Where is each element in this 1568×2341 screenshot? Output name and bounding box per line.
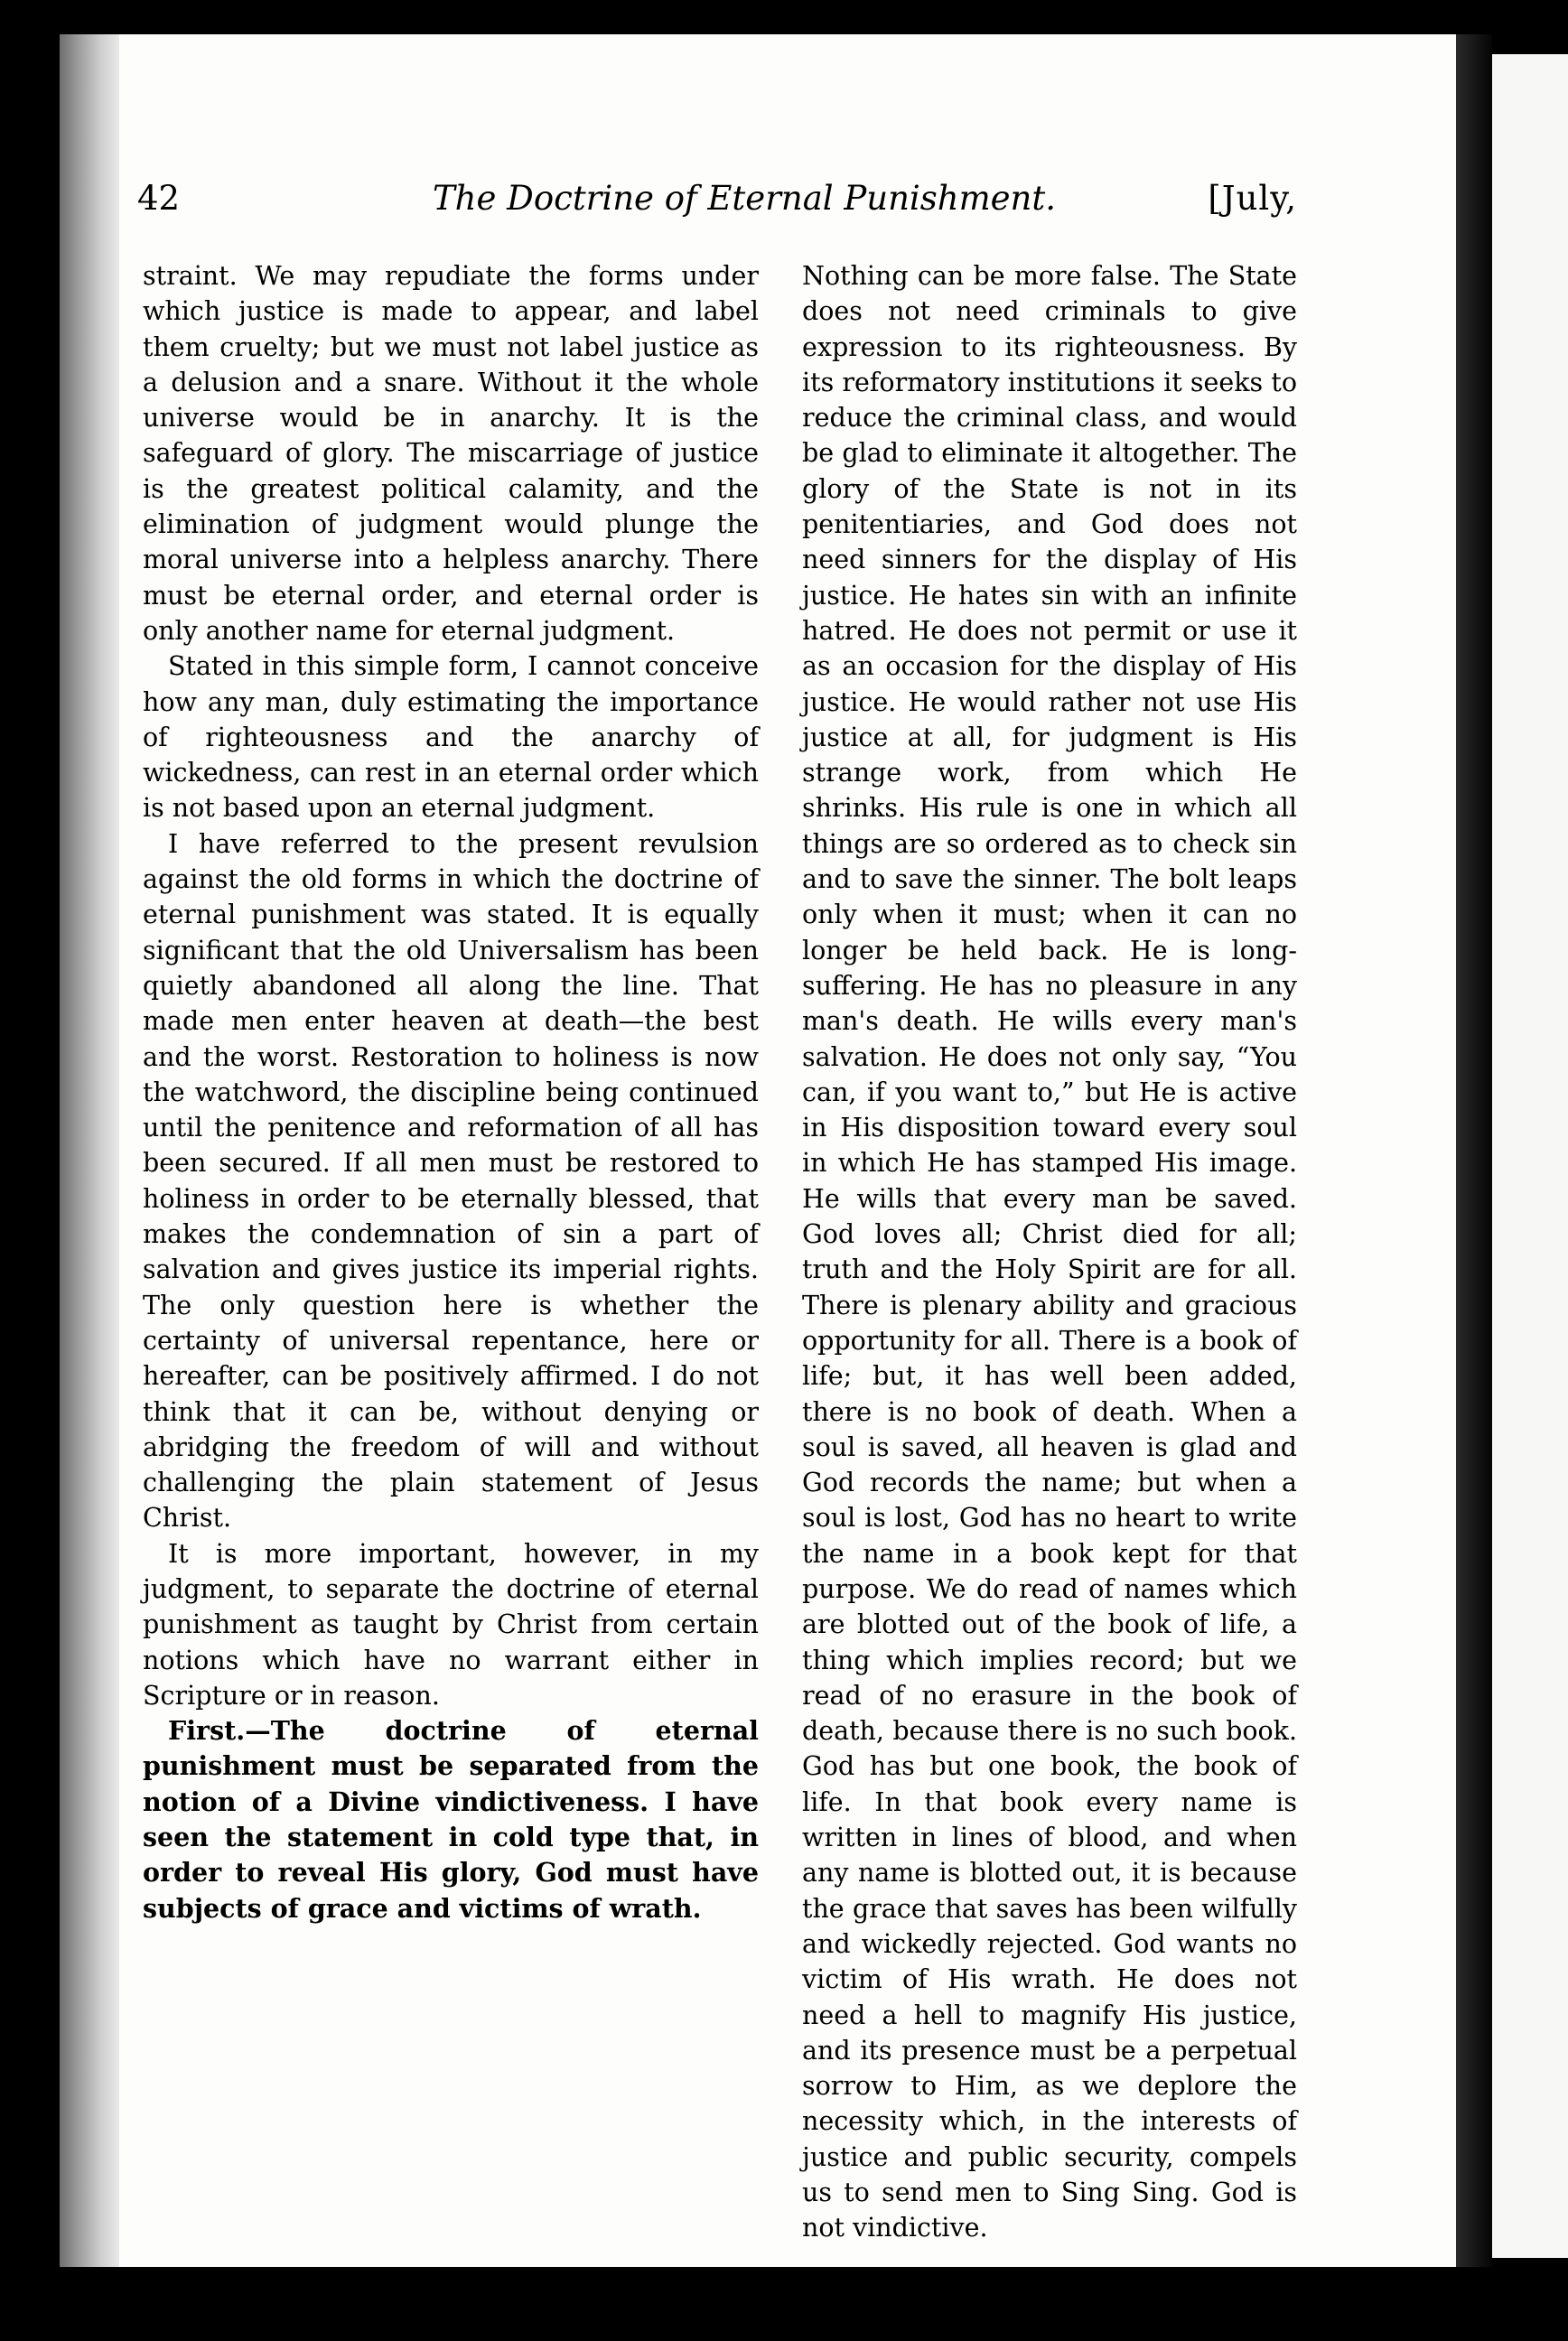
paragraph: It is more important, however, in my judgment, to separate the doctrine of eternal punishment as taught by Christ from certain notions which have no warrant either in Scripture or in reason. <box>143 1538 759 1711</box>
paragraph: First.—The doctrine of eternal punishment must be separated from the notion of a Divine vindictiveness. I have seen the statement in cold type that, in order to reveal His glory, God must have subjects of grace and victims of wrath. <box>143 1715 759 1924</box>
left-text-column <box>143 258 759 1926</box>
running-header <box>137 179 1297 233</box>
book-binding-edge <box>60 34 119 2267</box>
adjacent-page-edge <box>1492 54 1568 2258</box>
paragraph: straint. We may repudiate the forms under which justice is made to appear, and label them cruelty; but we must not label justice as a delusion and a snare. Without it the whole universe would be in anarchy. It is the safeguard of glory. The miscarriage of justice is the greatest political calamity, and the elimination of judgment would plunge the moral universe into a helpless anarchy. There must be eternal order, and eternal order is only another name for eternal judgment. <box>143 261 759 646</box>
page-number: 42 <box>137 179 181 218</box>
paragraph: Stated in this simple form, I cannot conceive how any man, duly estimating the importance of righteousness and the anarchy of wickedness, can rest in an eternal order which is not based upon an eternal judgment. <box>143 651 759 824</box>
issue-month: [July, <box>1208 179 1297 218</box>
paragraph: I have referred to the present revulsion against the old forms in which the doctrine of eternal punishment was stated. It is equally significant that the old Universalism has been quietly abandoned all along the line. That made men enter heaven at death—the best and the worst. Restoration to holiness is now the watchword, the discipline being continued until the penitence and reformation of all has been secured. If all men must be restored to holiness in order to be eternally blessed, that makes the condemnation of sin a part of salvation and gives justice its imperial rights. The only question here is whether the certainty of universal repentance, here or hereafter, can be positively affirmed. I do not think that it can be, without denying or abridging the freedom of will and without challenging the plain statement of Jesus Christ. <box>143 828 759 1534</box>
right-text-column <box>802 258 1297 2246</box>
page-gutter-shadow <box>1456 34 1492 2267</box>
running-title: The Doctrine of Eternal Punishment. <box>432 179 1057 218</box>
paragraph: Nothing can be more false. The State does not need criminals to give expression to its righteousness. By its reformatory institutions it seeks to reduce the criminal class, and would be glad to eliminate it altogether. The glory of the State is not in its penitentiaries, and God does not need sinners for the display of His justice. He hates sin with an infinite hatred. He does not permit or use it as an occasion for the display of His justice. He would rather not use His justice at all, for judgment is His strange work, from which He shrinks. His rule is one in which all things are so ordered as to check sin and to save the sinner. The bolt leaps only when it must; when it can no longer be held back. He is long-suffering. He has no pleasure in any man's death. He wills every man's salvation. He does not only say, “You can, if you want to,” but He is active in His disposition toward every soul in which He has stamped His image. He wills that every man be saved. God loves all; Christ died for all; truth and the Holy Spirit are for all. There is plenary ability and gracious opportunity for all. There is a book of life; but, it has well been added, there is no book of death. When a soul is saved, all heaven is glad and God records the name; but when a soul is lost, God has no heart to write the name in a book kept for that purpose. We do read of names which are blotted out of the book of life, a thing which implies record; but we read of no erasure in the book of death, because there is no such book. God has but one book, the book of life. In that book every name is written in lines of blood, and when any name is blotted out, it is because the grace that saves has been wilfully and wickedly rejected. God wants no victim of His wrath. He does not need a hell to magnify His justice, and its presence must be a perpetual sorrow to Him, as we deplore the necessity which, in the interests of justice and public security, compels us to send men to Sing Sing. God is not vindictive. <box>802 261 1297 2243</box>
